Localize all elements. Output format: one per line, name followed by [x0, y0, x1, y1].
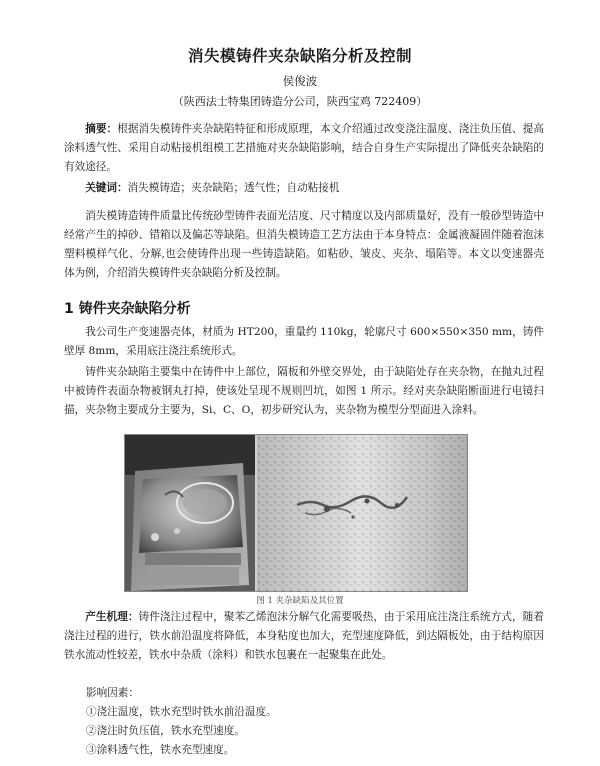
section-paragraph-2: 铸件夹杂缺陷主要集中在铸件中上部位，隔板和外壁交界处，由于缺陷处存在夹杂物，在抛丸过程中被铸件表面杂物被钢丸打掉，使该处呈现不规则凹坑，如图 1 所示。经对夹杂缺陷断面进行电镜扫描，夹杂物主要成分主要为，Si、C、O，初步研究认为，夹杂物为模型分型面进入涂料。 [64, 366, 544, 416]
mechanism-paragraph [64, 608, 544, 665]
factor-item: ①浇注温度，铁水充型时铁水前沿温度。 [86, 706, 277, 718]
mechanism-label: 产生机理： [85, 611, 139, 623]
figure-1 [124, 434, 468, 592]
paper-title: 消失模铸件夹杂缺陷分析及控制 [187, 47, 412, 65]
casting-photo [125, 435, 255, 591]
author-name: 侯俊波 [282, 74, 318, 88]
intro-paragraph: 消失模铸造铸件质量比传统砂型铸件表面光洁度、尺寸精度以及内部质量好，没有一般砂型铸造中经常产生的掉砂、错箱以及偏芯等缺陷。但消失模铸造工艺方法由于本身特点：金属液凝固伴随着泡沫塑料模样气化、分解,也会使铸件出现一些铸造缺陷。如粘砂、皱皮、夹杂、塌陷等。本文以变速器壳体为例，介绍消失模铸件夹杂缺陷分析及控制。 [64, 210, 544, 279]
section-paragraph-1: 我公司生产变速器壳体，材质为 HT200，重量约 110kg，轮廓尺寸 600×550×350 mm，铸件壁厚 8mm，采用底注浇注系统形式。 [64, 326, 544, 357]
defect-closeup-photo [257, 435, 467, 591]
factor-item: ③涂料透气性，铁水充型速度。 [86, 744, 235, 756]
figure-caption: 图 1 夹杂缺陷及其位置 [256, 596, 344, 606]
factor-item: ②浇注时负压值，铁水充型速度。 [86, 725, 245, 737]
affiliation: （陕西法士特集团铸造分公司，陕西宝鸡 722409） [172, 95, 428, 108]
abstract-text: 根据消失模铸件夹杂缺陷特征和形成原理，本文介绍通过改变浇注温度、浇注负压值、提高涂料透气性、采用自动粘接机组模工艺措施对夹杂缺陷影响，结合自身生产实际提出了降低夹杂缺陷的有效途径。 [64, 123, 544, 173]
abstract [64, 120, 544, 177]
factors-heading: 影响因素： [86, 687, 139, 699]
keywords [64, 179, 544, 198]
section-heading: 1 铸件夹杂缺陷分析 [64, 301, 191, 317]
abstract-label: 摘要： [85, 123, 118, 135]
mechanism-text: 铸件浇注过程中，聚苯乙烯泡沫分解气化需要吸热，由于采用底注浇注系统方式，随着浇注过程的进行，铁水前沿温度将降低，本身粘度也加大，充型速度降低，到达隔板处，由于结构原因铁水流动性较差，铁水中杂质（涂料）和铁水包裹在一起聚集在此处。 [64, 611, 544, 661]
keywords-text: 消失模铸造；夹杂缺陷；透气性；自动粘接机 [127, 182, 340, 194]
keywords-label: 关键词： [85, 182, 128, 194]
